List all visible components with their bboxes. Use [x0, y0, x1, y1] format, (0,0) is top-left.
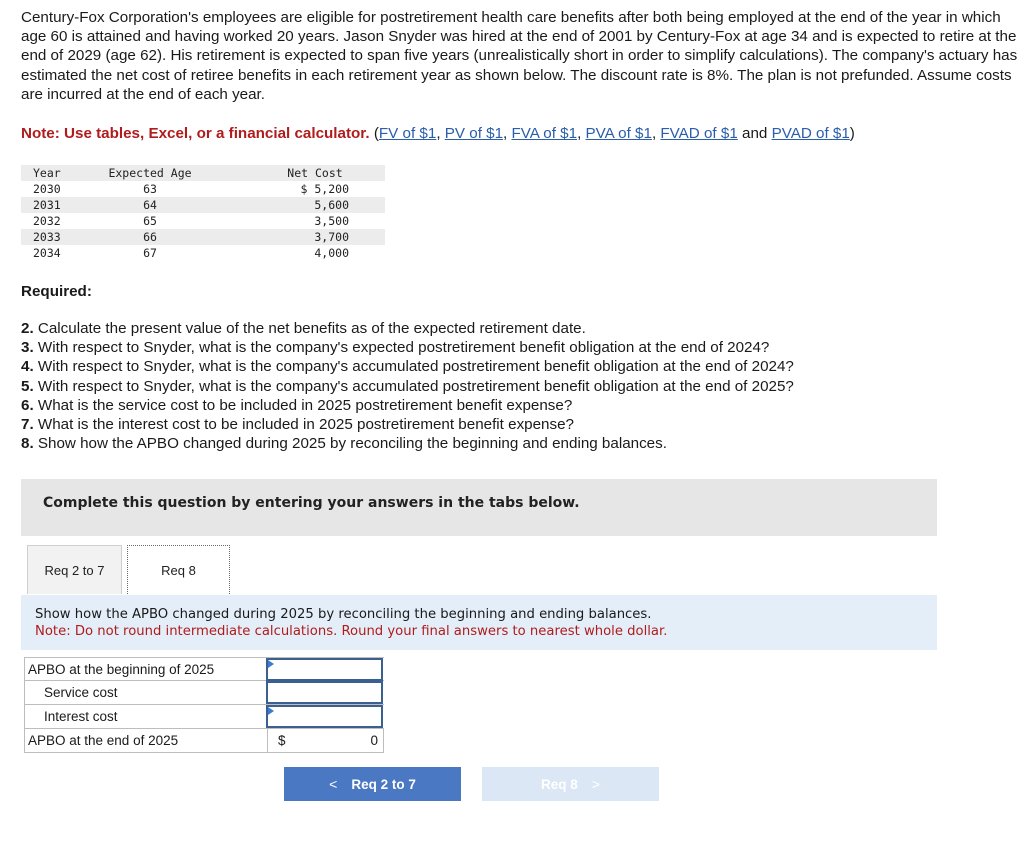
cell-age: 66	[95, 229, 205, 245]
instruction-banner	[21, 479, 937, 536]
problem-intro: Century-Fox Corporation's employees are eligible for postretirement health care benefits after both being employed at the end of the year in which age 60 is attained and having worked 20 years. Jason Snyder was hired at the end of 2001 by Century-Fox at age 34 and is expected to retire at the end of 2029 (age 62). His retirement is expected to span five years (unrealistically short in order to simplify calculations). The company's actuary has estimated the net cost of retiree benefits in each retirement year as shown below. The discount rate is 8%. The plan is not prefunded. Assume costs are incurred at the end of each year.	[21, 9, 1018, 103]
tab-req-8[interactable]: Req 8	[127, 545, 230, 594]
table-row	[21, 197, 385, 213]
cell-cost: $ 5,200	[300, 182, 349, 196]
apbo-end-label: APBO at the end of 2025	[28, 733, 179, 748]
list-item	[21, 319, 794, 338]
chevron-left-icon: <	[329, 776, 338, 792]
question-number: 7.	[21, 416, 34, 434]
link-pva[interactable]: PVA of $1	[585, 125, 652, 142]
net-cost-table	[21, 165, 385, 261]
table-header-row	[21, 165, 385, 181]
cell-age: 67	[143, 246, 157, 260]
apbo-beginning-label: APBO at the beginning of 2025	[28, 662, 215, 677]
next-req-label: Req 8	[541, 776, 578, 792]
table-row	[24, 681, 384, 705]
note-label: Note: Use tables, Excel, or a financial calculator.	[21, 125, 370, 142]
link-pvad[interactable]: PVAD of $1	[771, 125, 850, 142]
question-text: Show how the APBO changed during 2025 by reconciling the beginning and ending balances.	[33, 435, 667, 453]
note-sep: ,	[503, 125, 512, 142]
cell-cost: 4,000	[314, 246, 349, 260]
note-sep: ,	[651, 125, 661, 142]
note-line	[21, 124, 855, 143]
cell-cost: 3,500	[314, 214, 349, 228]
cell-age: 65	[143, 214, 157, 228]
question-number: 4.	[21, 358, 34, 376]
question-text: What is the interest cost to be included in 2025 postretirement benefit expense?	[33, 416, 574, 434]
question-number: 3.	[21, 339, 34, 357]
input-flag-icon	[268, 660, 274, 668]
cell-year: 2030	[33, 182, 61, 196]
table-row	[21, 213, 385, 229]
service-cost-label: Service cost	[44, 685, 118, 700]
cell-cost: 3,700	[245, 229, 385, 245]
input-flag-icon	[268, 707, 274, 715]
cell-age: 64	[95, 197, 205, 213]
list-item	[21, 377, 794, 396]
question-text: With respect to Snyder, what is the company's expected postretirement benefit obligation at the end of 2024?	[33, 339, 770, 357]
service-cost-input[interactable]	[266, 681, 383, 704]
table-row	[24, 657, 384, 681]
apbo-reconciliation-table	[24, 657, 384, 753]
link-pv[interactable]: PV of $1	[444, 125, 504, 142]
header-year: Year	[21, 165, 95, 181]
link-fvad[interactable]: FVAD of $1	[660, 125, 738, 142]
question-text: With respect to Snyder, what is the company's accumulated postretirement benefit obligation at the end of 2024?	[33, 358, 794, 376]
link-fv[interactable]: FV of $1	[378, 125, 437, 142]
next-req-button[interactable]	[482, 767, 659, 801]
interest-cost-input[interactable]	[266, 705, 383, 728]
note-close-paren: )	[849, 125, 855, 142]
header-cost: Net Cost	[245, 165, 385, 181]
question-text: Calculate the present value of the net benefits as of the expected retirement date.	[33, 320, 586, 337]
question-text: With respect to Snyder, what is the company's accumulated postretirement benefit obligation at the end of 2025?	[33, 377, 794, 395]
list-item	[21, 434, 794, 453]
panel-instruction: Show how the APBO changed during 2025 by reconciling the beginning and ending balances.	[35, 607, 652, 622]
question-number: 6.	[21, 396, 34, 414]
question-number: 8.	[21, 435, 34, 453]
prev-req-label: Req 2 to 7	[351, 776, 416, 792]
req8-instructions-panel	[21, 595, 937, 650]
link-fva[interactable]: FVA of $1	[511, 125, 578, 142]
note-and: and	[737, 125, 772, 142]
question-text: What is the service cost to be included in 2025 postretirement benefit expense?	[33, 396, 573, 414]
required-heading: Required:	[21, 283, 92, 300]
cell-year: 2033	[21, 229, 95, 245]
note-open-paren: (	[373, 125, 379, 142]
tab-req-2-to-7[interactable]: Req 2 to 7	[27, 545, 122, 594]
prev-req-button[interactable]	[284, 767, 461, 801]
table-row	[21, 229, 385, 245]
apbo-beginning-input[interactable]	[266, 658, 383, 681]
note-sep: ,	[577, 125, 586, 142]
list-item	[21, 396, 794, 415]
apbo-end-value: 0	[370, 733, 378, 748]
panel-note: Note: Do not round intermediate calculations. Round your final answers to nearest whole dollar.	[35, 624, 668, 639]
list-item	[21, 338, 794, 357]
cell-year: 2032	[33, 214, 61, 228]
currency-symbol: $	[278, 733, 286, 748]
cell-age: 63	[143, 182, 157, 196]
interest-cost-label: Interest cost	[44, 709, 118, 724]
question-number: 5.	[21, 377, 34, 395]
list-item	[21, 415, 794, 434]
cell-cost: 5,600	[245, 197, 385, 213]
table-row	[24, 729, 384, 753]
question-number: 2.	[21, 320, 34, 337]
table-row	[21, 181, 385, 197]
header-age: Expected Age	[95, 165, 205, 181]
table-row	[24, 705, 384, 729]
list-item	[21, 357, 794, 376]
question-list	[21, 319, 794, 453]
cell-year: 2034	[33, 246, 61, 260]
chevron-right-icon: >	[591, 776, 600, 792]
table-row	[21, 245, 385, 261]
cell-year: 2031	[21, 197, 95, 213]
instruction-text: Complete this question by entering your answers in the tabs below.	[43, 495, 580, 511]
note-sep: ,	[436, 125, 445, 142]
